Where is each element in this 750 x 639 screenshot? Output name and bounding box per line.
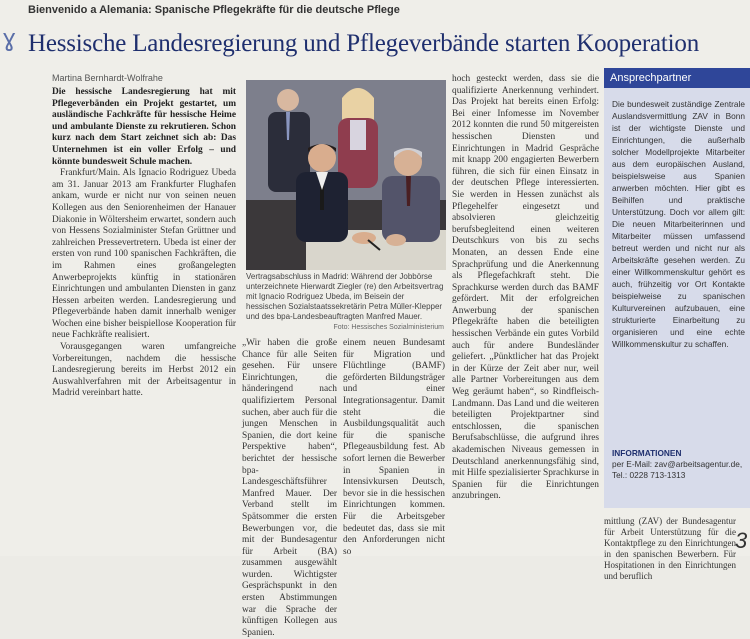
article-lead: Die hessische Landesregierung hat mit Pflegeverbänden ein Projekt gestartet, um ausländische Fachkräfte für hessische Heime und ambulante Dienste zu rekrutieren. Schon kurz nach dem Start zeichnet sich ab: Das Unternehmen ist ein voller Erfolg – und könnte bundesweit Schule machen. (52, 87, 236, 167)
article-paragraph: einem neuen Bundesamt für Migration und Flüchtlinge (BAMF) geförderten Bildungsträger und einer Integrationsagentur. Damit steht die Ausbildungsqualität auch für die spanische Pflegeausbildung fest. Ab sofort lernen die Bewerber in Spanien in Intensivkursen Deutsch, bevor sie in die hessischen Einrichtungen kommen. Für die Arbeitsgeber bedeutet das, dass sie mit den Anforderungen nicht so (343, 338, 445, 557)
photo-caption: Vertragsabschluss in Madrid: Während der Jobbörse unterzeichnete Hierwardt Ziegler (re) den Arbeitsvertrag mit Ignacio Rodriguez Ubeda, im Beisein der hessischen Sozialstaatssekretärin Petra Müller-Klepper und des bpa-Landesbeauftragten Manfred Mauer. (246, 272, 444, 321)
sidebar-title: Ansprechpartner (604, 68, 750, 88)
article-paragraph: Frankfurt/Main. Als Ignacio Rodriguez Ubeda am 31. Januar 2013 am Frankfurter Flughafen ankam, wurde er nicht nur von seinen neuen Kollegen aus den Seniorenheimen der Hanauer Diakonie in Wöltersheim erwartet, sondern auch von Hessens Sozialminister Stefan Grüttner und zahlreichen Pressevertretern. Ubeda ist einer der ersten von rund 100 spanischen Fachkräften, die im Rahmen eines großangelegten Anwerbeprojekts künftig in stationären Einrichtungen und ambulanten Diensten in ganz Hessen arbeiten werden. Landesregierung und Pflegeverbände haben damit innerhalb weniger Wochen eine bisher beispiellose Kooperation für neue Fachkräfte realisiert. (52, 168, 236, 341)
sidebar-continuation: mittlung (ZAV) der Bundesagentur für Arbeit Unterstützung für die Kontaktpflege zu den Einrichtungen in den spanischen Bewerbern. Für Hospitationen in den Einrichtungen und beruflich (604, 516, 736, 581)
sidebar-body: Die bundesweit zuständige Zentrale Auslandsvermittlung ZAV in Bonn ist der wichtigste Dienste und Einrichtungen, die außerhalb solcher Modellprojekte Mitarbeiter aus dem europäischen Ausland, beispielsweise aus Spanien anwerben möchten. Hier gibt es Beihilfen und praktische Unterstützung. Doch vor allem gilt: Die neuen Mitarbeiterinnen und Mitarbeiter müssen umfassend betreut werden und nicht nur als Arbeitskräfte gesehen werden. Zu einer Willkommenskultur gehört es auch, frühzeitig vor Ort Kontakte beispielweise zu spanischen Kulturvereinen aufzubauen, eine strukturierte Einarbeitung zu organisieren und eine echte Willkommenskultur zu schaffen. (612, 99, 745, 349)
photo-credit: Foto: Hessisches Sozialministerium (333, 324, 444, 331)
article-paragraph: „Wir haben die große Chance für alle Seiten gesehen. Für unsere Einrichtungen, die händeringend nach qualifiziertem Personal suchen, aber auch für die jungen Menschen in Spanien, die dort keine Perspektive haben“, berichtet der hessische bpa-Landesgeschäftsführer Manfred Mauer. Der Verband stellt im Spätsommer die ersten Bewerbungen vor, die mit der Bundesagentur für Arbeit (BA) zusammen ausgewählt wurden. Wichtigster Gesprächspunkt in den ersten Abstimmungen war die Sprache der künftigen Kollegen aus Spanien. (242, 338, 337, 638)
article-photo (246, 80, 446, 270)
article-column-4 (452, 74, 599, 554)
sidebar-box (604, 68, 750, 508)
sidebar-info-text: per E-Mail: zav@arbeitsagentur.de, Tel.: 0228 713-1313 (612, 459, 743, 480)
sidebar-info (612, 448, 745, 481)
article-paragraph: Vorausgegangen waren umfangreiche Vorbereitungen, nachdem die hessische Landesregierung bereits im Herbst 2012 ein Auswahlverfahren mit der Arbeitsagentur in Madrid vereinbart hatte. (52, 342, 236, 399)
article-paragraph: hoch gesteckt werden, dass sie die qualifizierte Anerkennung verhindert. Das Projekt hat bereits einen Erfolg: Bei einer Infomesse im November 2012 konnten die rund 50 mitgereisten hessischen Diensten und Einrichtungen in Madrid Gespräche mit knapp 200 engagierten Bewerbern führen, die sich für einen Einsatz in der deutschen Pflege interessierten. Sie werden in Hessen zunächst als Pflegehelfer eingesetzt und absolvieren gleichzeitig berufsbegleitend einen weiteren Deutschkurs von bis zu sechs Monaten, an dessen Ende eine Sprachprüfung und die Anerkennung als Pflegefachkraft steht. Die Sprachkurse werden durch das BAMF gefördert. Mit der erfolgreichen Anwerbung der spanischen Pflegekräfte haben die beteiligten hessischen Verbände ein gutes Vorbild auch für andere Bundesländer geliefert. „Pünktlicher hat das Projekt in der Kürze der Zeit aber nur, weil alle Partner Vorbereitungen aus dem Weg geräumt haben“, so Rindfleisch-Landmann. Das Land und die weiteren beteiligten Projektpartner sind entschlossen, die spanischen Berufsabschlüsse, die aufgrund ihres akademischen Niveaus gemessen in Deutschland anerkennungsfähig sind, mit Hilfe spezialisierter Sprachkurse in Spanien für die Einrichtungen anzubringen. (452, 74, 599, 502)
photo-illustration (246, 80, 446, 270)
headline: Hessische Landesregierung und Pflegeverbände starten Kooperation (28, 30, 699, 57)
byline: Martina Bernhardt-Wolfrahe (52, 73, 163, 83)
article-column-1 (52, 87, 236, 553)
handwritten-mark-icon: ɣ (2, 24, 17, 52)
kicker-line: Bienvenido a Alemania: Spanische Pflegekräfte für die deutsche Pflege (28, 4, 400, 16)
sidebar-info-title: INFORMATIONEN (612, 448, 682, 458)
article-column-3 (343, 338, 445, 557)
article-column-2 (242, 338, 337, 638)
page-number: 3 (735, 528, 748, 553)
